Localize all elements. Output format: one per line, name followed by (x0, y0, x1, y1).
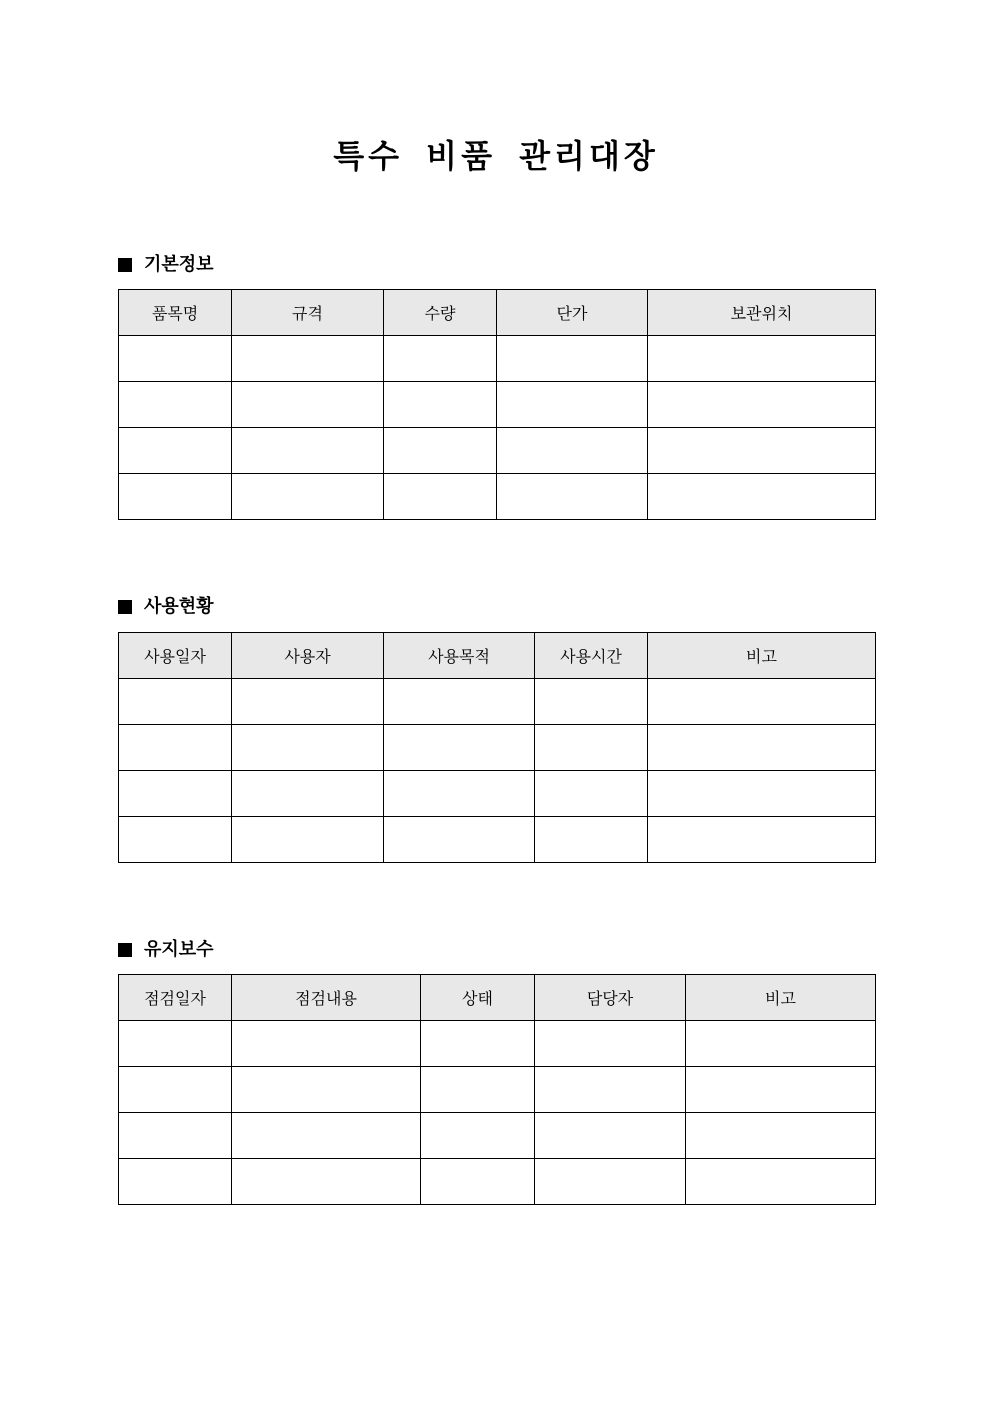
table-cell[interactable] (119, 817, 232, 863)
table-cell[interactable] (421, 1159, 535, 1205)
section-heading-label: 기본정보 (144, 254, 214, 275)
basic-info-table (118, 289, 876, 520)
table-row (119, 428, 876, 474)
table-cell[interactable] (648, 771, 876, 817)
table-row (119, 474, 876, 520)
table-cell[interactable] (232, 1067, 421, 1113)
table-cell[interactable] (648, 428, 876, 474)
table-cell[interactable] (648, 474, 876, 520)
table-cell[interactable] (648, 679, 876, 725)
table-cell[interactable] (535, 1113, 686, 1159)
table-cell[interactable] (232, 428, 384, 474)
table-cell[interactable] (686, 1113, 876, 1159)
table-header-row (119, 975, 876, 1021)
table-cell[interactable] (648, 817, 876, 863)
table-cell[interactable] (119, 1159, 232, 1205)
table-cell[interactable] (119, 725, 232, 771)
table-cell[interactable] (119, 1021, 232, 1067)
table-cell[interactable] (119, 1067, 232, 1113)
table-cell[interactable] (497, 428, 648, 474)
table-cell[interactable] (421, 1113, 535, 1159)
table-cell[interactable] (648, 336, 876, 382)
usage-status-table (118, 632, 876, 863)
column-header: 점검일자 (119, 975, 232, 1021)
table-cell[interactable] (119, 474, 232, 520)
table-cell[interactable] (686, 1159, 876, 1205)
table-header-row (119, 633, 876, 679)
table-cell[interactable] (232, 771, 384, 817)
table-cell[interactable] (384, 336, 497, 382)
table-cell[interactable] (232, 1021, 421, 1067)
table-row (119, 1021, 876, 1067)
section-heading-label: 유지보수 (144, 939, 214, 960)
column-header: 사용시간 (535, 633, 648, 679)
table-row (119, 1067, 876, 1113)
table-row (119, 679, 876, 725)
table-cell[interactable] (232, 474, 384, 520)
table-cell[interactable] (119, 1113, 232, 1159)
table-cell[interactable] (232, 725, 384, 771)
table-cell[interactable] (535, 1021, 686, 1067)
table-cell[interactable] (384, 771, 535, 817)
table-cell[interactable] (384, 725, 535, 771)
column-header: 품목명 (119, 290, 232, 336)
table-cell[interactable] (535, 771, 648, 817)
table-cell[interactable] (497, 382, 648, 428)
table-cell[interactable] (648, 382, 876, 428)
table-cell[interactable] (232, 1113, 421, 1159)
table-cell[interactable] (535, 679, 648, 725)
column-header: 비고 (648, 633, 876, 679)
table-row (119, 725, 876, 771)
table-cell[interactable] (497, 336, 648, 382)
table-cell[interactable] (119, 336, 232, 382)
table-cell[interactable] (119, 382, 232, 428)
table-cell[interactable] (119, 428, 232, 474)
table-row (119, 1159, 876, 1205)
column-header: 수량 (384, 290, 497, 336)
table-cell[interactable] (232, 817, 384, 863)
table-cell[interactable] (686, 1067, 876, 1113)
section-heading-label: 사용현황 (144, 596, 214, 617)
table-cell[interactable] (232, 382, 384, 428)
table-cell[interactable] (648, 725, 876, 771)
section-heading-basic-info (118, 252, 214, 278)
table-row (119, 1113, 876, 1159)
column-header: 점검내용 (232, 975, 421, 1021)
table-row (119, 771, 876, 817)
table-cell[interactable] (119, 679, 232, 725)
column-header: 단가 (497, 290, 648, 336)
table-cell[interactable] (421, 1067, 535, 1113)
square-bullet-icon (118, 258, 132, 272)
table-cell[interactable] (384, 474, 497, 520)
table-cell[interactable] (535, 1067, 686, 1113)
column-header: 사용목적 (384, 633, 535, 679)
column-header: 규격 (232, 290, 384, 336)
table-cell[interactable] (384, 817, 535, 863)
section-heading-usage-status (118, 594, 214, 620)
square-bullet-icon (118, 943, 132, 957)
table-cell[interactable] (535, 725, 648, 771)
column-header: 보관위치 (648, 290, 876, 336)
table-row (119, 382, 876, 428)
square-bullet-icon (118, 600, 132, 614)
column-header: 사용일자 (119, 633, 232, 679)
table-row (119, 336, 876, 382)
table-cell[interactable] (119, 771, 232, 817)
table-cell[interactable] (535, 817, 648, 863)
section-heading-maintenance (118, 937, 214, 963)
table-cell[interactable] (497, 474, 648, 520)
table-cell[interactable] (686, 1021, 876, 1067)
document-title: 특수 비품 관리대장 (333, 137, 659, 175)
table-cell[interactable] (384, 679, 535, 725)
table-cell[interactable] (232, 336, 384, 382)
maintenance-table (118, 974, 876, 1205)
table-header-row (119, 290, 876, 336)
column-header: 비고 (686, 975, 876, 1021)
table-cell[interactable] (232, 1159, 421, 1205)
column-header: 사용자 (232, 633, 384, 679)
column-header: 상태 (421, 975, 535, 1021)
table-cell[interactable] (384, 428, 497, 474)
table-cell[interactable] (535, 1159, 686, 1205)
column-header: 담당자 (535, 975, 686, 1021)
table-row (119, 817, 876, 863)
table-cell[interactable] (384, 382, 497, 428)
table-cell[interactable] (232, 679, 384, 725)
table-cell[interactable] (421, 1021, 535, 1067)
